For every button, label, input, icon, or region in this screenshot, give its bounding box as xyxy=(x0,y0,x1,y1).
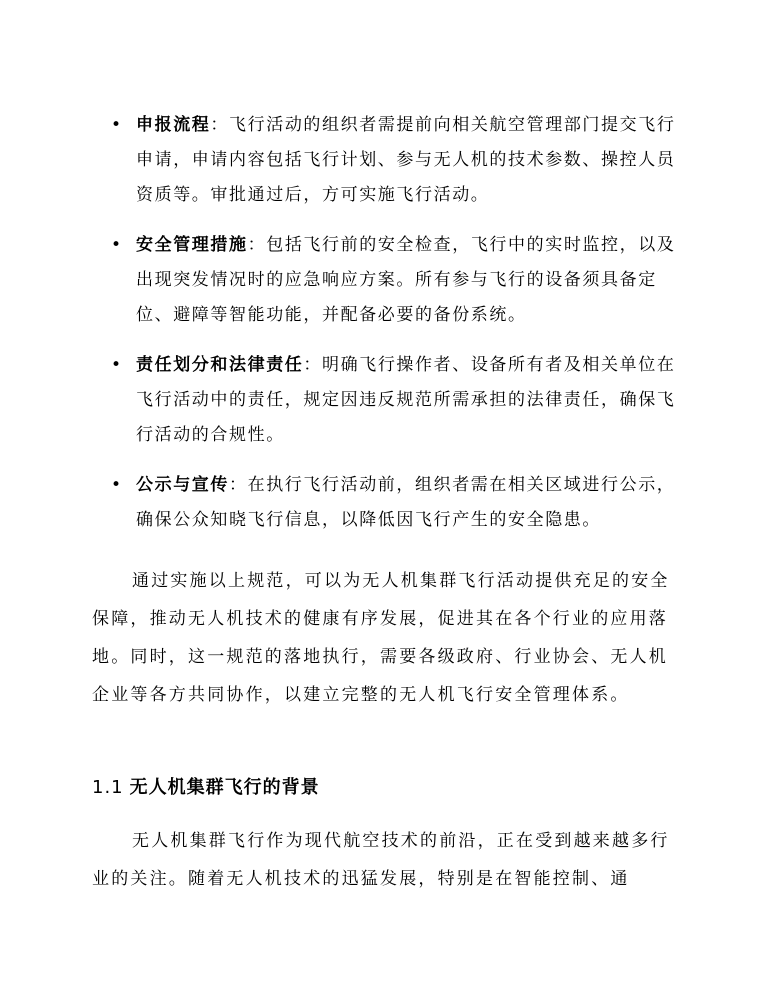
bullet-text: 飞行活动的组织者需提前向相关航空管理部门提交飞行申请，申请内容包括飞行计划、参与无人机的技术参数、操控人员资质等。审批通过后，方可实施飞行活动。 xyxy=(136,115,676,205)
bullet-term: 责任划分和法律责任 xyxy=(136,355,304,375)
bullet-item-publicity xyxy=(0,468,765,538)
bullet-term: 申报流程 xyxy=(136,115,211,135)
section-title: 无人机集群飞行的背景 xyxy=(129,777,320,798)
background-paragraph: 无人机集群飞行作为现代航空技术的前沿，正在受到越来越多行业的关注。随着无人机技术的迅猛发展，特别是在智能控制、通 xyxy=(92,831,670,889)
bullet-item-responsibility xyxy=(0,348,765,453)
bullet-dot-icon: • xyxy=(111,475,123,495)
bullet-colon: ： xyxy=(303,355,323,375)
bullet-colon: ： xyxy=(247,235,267,255)
bullet-text: 包括飞行前的安全检查，飞行中的实时监控，以及出现突发情况时的应急响应方案。所有参与飞行的设备须具备定位、避障等智能功能，并配备必要的备份系统。 xyxy=(136,235,676,325)
bullet-dot-icon: • xyxy=(111,115,123,135)
section-number: 1.1 xyxy=(92,777,124,798)
section-heading xyxy=(92,770,320,806)
bullet-item-safety-measures xyxy=(0,228,765,333)
bullet-colon: ： xyxy=(229,475,248,495)
bullet-dot-icon: • xyxy=(111,355,123,375)
bullet-text: 在执行飞行活动前，组织者需在相关区域进行公示，确保公众知晓飞行信息，以降低因飞行产生的安全隐患。 xyxy=(136,475,676,530)
bullet-text: 明确飞行操作者、设备所有者及相关单位在飞行活动中的责任，规定因违反规范所需承担的法律责任，确保飞行活动的合规性。 xyxy=(136,355,676,445)
bullet-item-application-process xyxy=(0,108,765,213)
summary-paragraph: 通过实施以上规范，可以为无人机集群飞行活动提供充足的安全保障，推动无人机技术的健康有序发展，促进其在各个行业的应用落地。同时，这一规范的落地执行，需要各级政府、行业协会、无人机企业等各方共同协作，以建立完整的无人机飞行安全管理体系。 xyxy=(92,571,670,705)
bullet-colon: ： xyxy=(210,115,230,135)
bullet-dot-icon: • xyxy=(111,235,123,255)
bullet-term: 公示与宣传 xyxy=(136,475,229,495)
bullet-term: 安全管理措施 xyxy=(136,235,248,255)
bullet-list xyxy=(0,108,765,553)
